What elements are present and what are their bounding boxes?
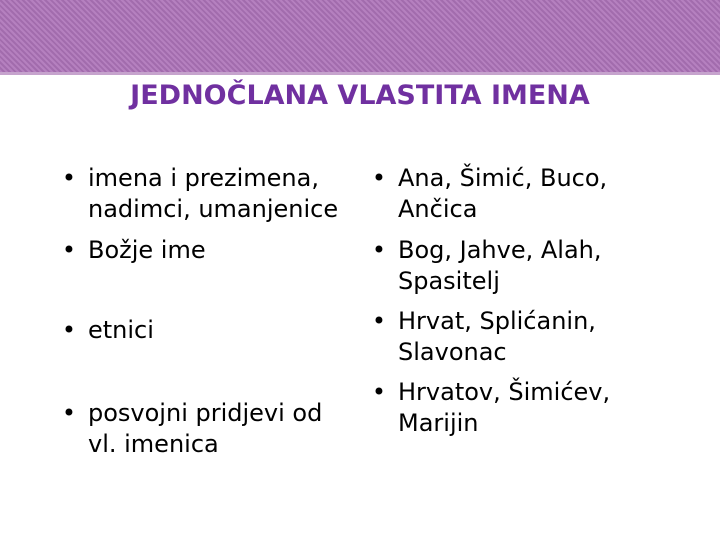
list-item	[368, 235, 602, 297]
bullet-icon: •	[61, 236, 77, 264]
list-item	[58, 315, 154, 346]
bullet-icon: •	[371, 164, 387, 192]
list-item-line: etnici	[88, 316, 154, 344]
bullet-icon: •	[61, 316, 77, 344]
slide-title: JEDNOČLANA VLASTITA IMENA	[130, 80, 590, 111]
list-item-line: imena i prezimena,	[88, 164, 319, 192]
list-item	[58, 235, 206, 266]
list-item-line: Hrvatov, Šimićev,	[398, 378, 611, 406]
list-item-line: Marijin	[398, 409, 479, 437]
list-item	[368, 306, 596, 368]
header-divider	[0, 72, 720, 75]
list-item	[368, 377, 610, 439]
list-item-line: nadimci, umanjenice	[88, 195, 339, 223]
list-item-line: Ančica	[398, 195, 478, 223]
bullet-icon: •	[61, 399, 77, 427]
list-item-line: Hrvat, Splićanin,	[398, 307, 596, 335]
list-item-line: Bog, Jahve, Alah,	[398, 236, 602, 264]
list-item	[368, 163, 607, 225]
list-item	[58, 398, 322, 460]
bullet-icon: •	[61, 164, 77, 192]
list-item-line: vl. imenica	[88, 430, 219, 458]
bullet-icon: •	[371, 378, 387, 406]
bullet-icon: •	[371, 236, 387, 264]
list-item-line: Božje ime	[88, 236, 206, 264]
bullet-icon: •	[371, 307, 387, 335]
list-item-line: posvojni pridjevi od	[88, 399, 323, 427]
list-item-line: Ana, Šimić, Buco,	[398, 164, 608, 192]
list-item-line: Spasitelj	[398, 267, 500, 295]
header-banner	[0, 0, 720, 72]
list-item	[58, 163, 338, 225]
list-item-line: Slavonac	[398, 338, 507, 366]
